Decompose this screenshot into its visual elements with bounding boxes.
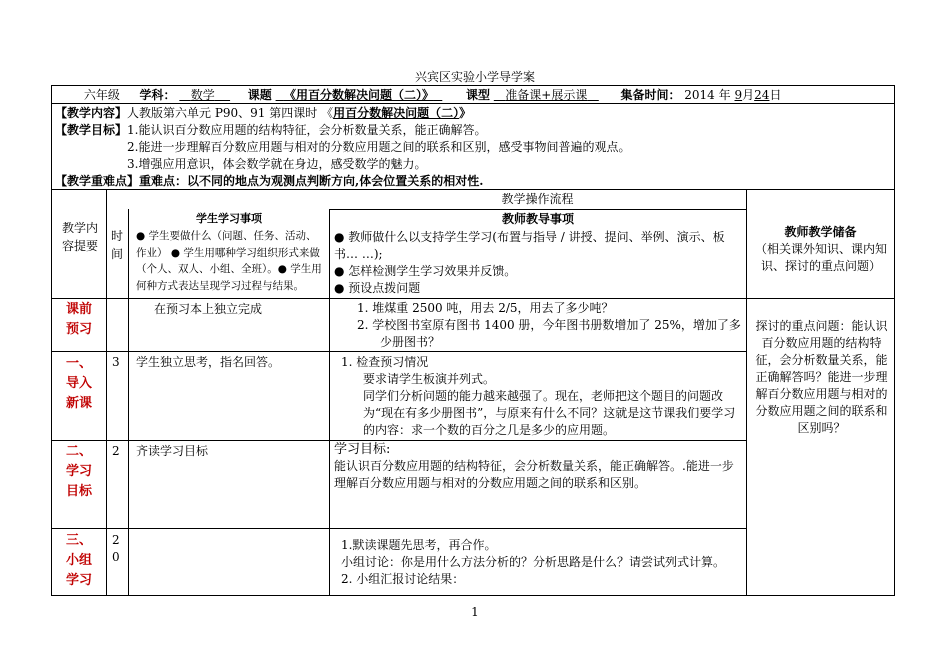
- type-value: 准备课+展示课: [505, 88, 588, 102]
- row2-student: 学生独立思考，指名回答。: [136, 355, 281, 369]
- goal-item-2: 2.能进一步理解百分数应用题与相对的分数应用题之间的联系和区别，感受事物间普遍的观点。: [127, 140, 631, 154]
- subject-value: 数学: [190, 88, 215, 102]
- teacher-step: 小组讨论：你是用什么方法分析的？分析思路是什么？请尝试列式计算。: [341, 555, 726, 569]
- key-label: 【教学重难点】: [55, 174, 140, 188]
- reserve-text: 探讨的重点问题：能认识百分数应用题的结构特征，会分析数量关系，能正确解答吗？能进一步理解百分数应用题与相对的分数应用题之间的联系和区别吗？: [755, 319, 888, 435]
- date-label: 集备时间：: [620, 88, 681, 102]
- goal-item-3: 3.增强应用意识，体会数学就在身边，感受数学的魅力。: [127, 157, 427, 171]
- stage-line: 课前: [65, 302, 92, 317]
- question-item: 2. 学校图书室原有图书 1400 册，今年图书册数增加了 25%，增加了多少册图书？: [357, 318, 741, 349]
- goal-item-1: 1.能认识百分数应用题的结构特征，会分析数量关系，能正确解答。: [127, 123, 487, 137]
- divider: [106, 189, 107, 595]
- divider: [51, 351, 747, 352]
- goals-label: 【教学目标】: [55, 123, 128, 137]
- row3-student: 齐读学习目标: [136, 444, 209, 458]
- teacher-step: 要求请学生板演并列式。: [363, 372, 496, 386]
- stage-line: 导入: [65, 376, 92, 391]
- divider: [746, 189, 747, 595]
- date-day: 24: [754, 88, 770, 102]
- stage-line: 目标: [65, 484, 92, 499]
- content-topic: 用百分数解决问题（二）: [333, 106, 460, 120]
- reserve-subheader: （相关课外知识、课内知识、探讨的重点问题）: [754, 242, 887, 273]
- student-notes: ● 学生要做什么（问题、任务、活动、作业） ● 学生用哪种学习组织形式来做（个人、双人、小组、全班）。● 学生用何种方式表达呈现学习过程与结果。: [136, 230, 322, 292]
- row4-time: 20: [112, 533, 120, 564]
- topic-label: 课题: [247, 88, 272, 102]
- teacher-step: 同学们分析问题的能力越来越强了。现在，老师把这个题目的问题改为“现在有多少册图书”，与原来有什么不同？这就是这节课我们要学习的内容：求一个数的百分之几是多少的应用题。: [363, 389, 736, 437]
- col-time-header: 时间: [110, 229, 123, 261]
- teacher-step: 1. 检查预习情况: [341, 355, 429, 369]
- grade: 六年级: [83, 88, 120, 102]
- date-month: 9: [734, 88, 743, 102]
- question-item: 1. 堆煤重 2500 吨，用去 2/5，用去了多少吨？: [357, 301, 614, 315]
- teacher-note: ● 怎样检测学生学习效果并反馈。: [334, 264, 517, 278]
- divider: [51, 189, 895, 190]
- page-number: 1: [471, 605, 479, 619]
- topic-value: 《用百分数解决问题（二）》: [283, 88, 434, 102]
- date-year: 2014: [684, 88, 715, 102]
- teacher-note: ● 教师做什么以支持学生学习(布置与指导 / 讲授、提问、举例、演示、板书… …);: [334, 230, 725, 261]
- row2-teacher: [341, 354, 743, 439]
- stage-preview: [52, 300, 106, 340]
- table-border-top: [51, 85, 895, 86]
- teacher-header: 教师教导事项: [501, 212, 574, 226]
- stage-line: 学习: [65, 464, 92, 479]
- divider: [329, 209, 746, 210]
- divider: [51, 298, 895, 299]
- content-label: 【教学内容】: [55, 106, 128, 120]
- divider: [51, 103, 895, 104]
- stage-intro: [52, 354, 106, 414]
- student-header: 学生学习事项: [196, 212, 262, 225]
- table-border-bottom: [51, 595, 895, 596]
- date-month-unit: 月: [742, 88, 755, 102]
- content-close: 》: [459, 106, 472, 120]
- row4-teacher: [341, 537, 743, 588]
- content-text: 人教版第六单元 P90、91 第四课时 《: [127, 106, 334, 120]
- table-border-right: [894, 85, 895, 595]
- stage-line: 学习: [65, 573, 92, 588]
- divider: [51, 528, 747, 529]
- teacher-step: 2. 小组汇报讨论结果：: [341, 572, 465, 586]
- date-day-unit: 日: [769, 88, 782, 102]
- teaching-content-row: [55, 105, 471, 121]
- learning-goal-title: 学习目标:: [334, 442, 391, 457]
- teacher-notes: [334, 229, 742, 297]
- stage-line: 预习: [65, 322, 92, 337]
- key-text: 重难点：以不同的地点为观测点判断方向,体会位置关系的相对性.: [139, 174, 484, 188]
- stage-line: 小组: [65, 553, 92, 568]
- page-title: 兴宾区实验小学导学案: [414, 70, 535, 84]
- row1-student: 在预习本上独立完成: [154, 302, 263, 316]
- flow-title: 教学操作流程: [501, 192, 574, 206]
- subject-label: 学科：: [139, 88, 176, 102]
- table-border-left: [51, 85, 52, 595]
- date-year-unit: 年: [718, 88, 731, 102]
- stage-line: 一、: [65, 356, 92, 371]
- row2-time: 3: [112, 355, 120, 369]
- col-content-header: 教学内容提要: [61, 221, 98, 253]
- teacher-step: 1.默读课题先思考，再合作。: [341, 538, 497, 552]
- divider: [329, 209, 330, 595]
- type-label: 课型: [465, 88, 490, 102]
- learning-goal-text: 能认识百分数应用题的结构特征，会分析数量关系，能正确解答。.能进一步理解百分数应用题与相对的分数应用题之间的联系和区别。: [334, 459, 734, 490]
- stage-line: 三、: [65, 533, 92, 548]
- divider: [128, 209, 129, 595]
- stage-group: [52, 531, 106, 591]
- stage-line: 二、: [65, 444, 92, 459]
- key-points-row: [55, 173, 483, 189]
- row3-time: 2: [112, 444, 120, 458]
- stage-goals: [52, 442, 106, 502]
- reserve-header: 教师教学储备: [784, 225, 857, 239]
- row3-teacher: [334, 441, 740, 492]
- stage-line: 新课: [65, 396, 92, 411]
- header-info-row: [60, 87, 890, 103]
- teacher-note: ● 预设点拨问题: [334, 281, 421, 295]
- row1-teacher: [357, 300, 741, 351]
- teaching-goals: [55, 122, 486, 139]
